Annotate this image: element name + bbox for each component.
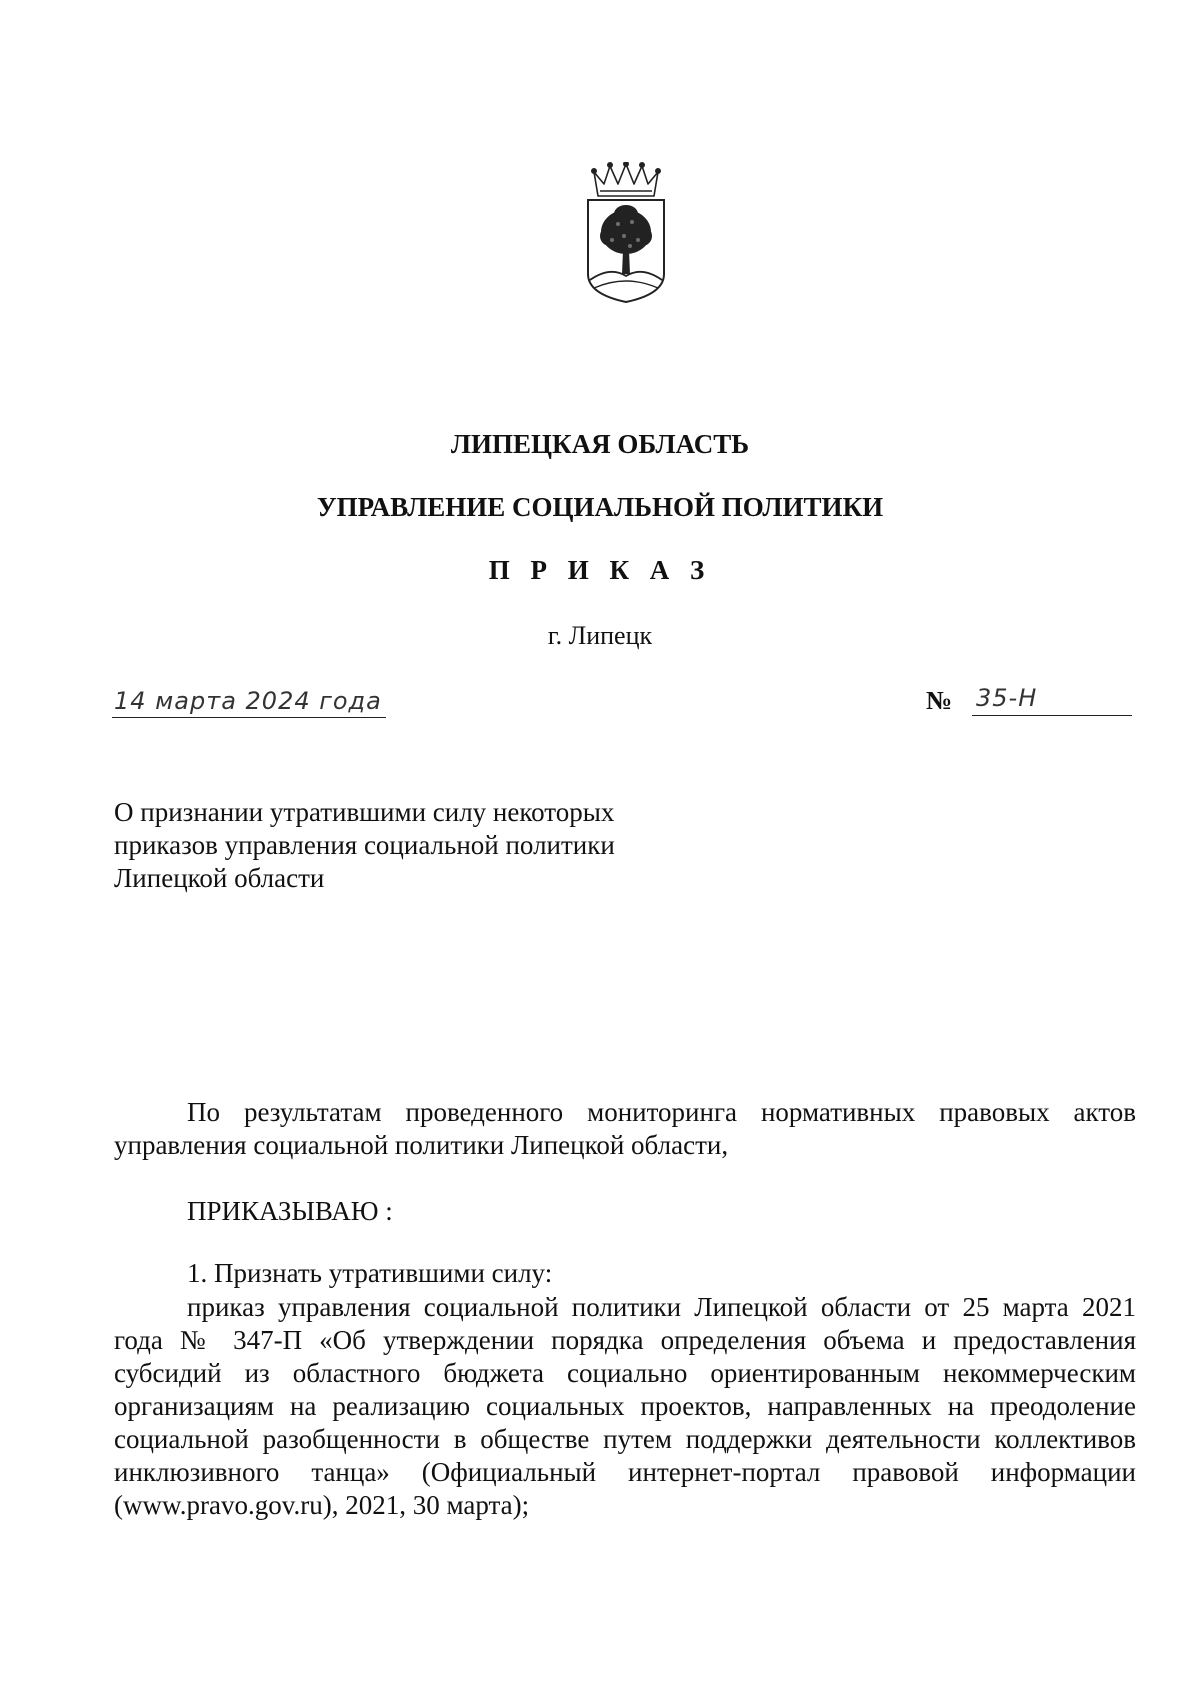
region-title: ЛИПЕЦКАЯ ОБЛАСТЬ — [450, 429, 750, 459]
item-1-line: приказ управления социальной политики Липецкой области от 25 марта 2021 — [187, 1292, 1136, 1322]
order-number — [926, 684, 1136, 724]
date-underline — [112, 717, 386, 718]
item-1-line: организациям на реализацию социальных проектов, направленных на преодоление — [114, 1391, 1136, 1421]
item-1-line: социальной разобщенности в обществе путем поддержки деятельности коллективов — [114, 1424, 1136, 1454]
coat-of-arms-icon — [580, 162, 672, 304]
order-subject — [114, 796, 714, 895]
order-number-handwritten: 35-Н — [976, 684, 1038, 712]
basis-line: управления социальной политики Липецкой области, — [114, 1130, 729, 1160]
order-date — [114, 687, 384, 715]
subject-line: О признании утратившими силу некоторых — [114, 797, 615, 827]
item-1-title: 1. Признать утратившими силу: — [187, 1258, 553, 1288]
item-1-line: инклюзивного танца» (Официальный интернет-портал правовой информации — [114, 1457, 1136, 1487]
subject-line: приказов управления социальной политики — [114, 830, 615, 860]
document-type-title: П Р И К А З — [488, 555, 712, 585]
number-sign: № — [926, 686, 953, 715]
city-label: г. Липецк — [547, 621, 653, 650]
item-1-line: субсидий из областного бюджета социально ориентированным некоммерческим — [114, 1358, 1136, 1388]
command-heading: ПРИКАЗЫВАЮ : — [187, 1196, 393, 1226]
item-1-paragraph — [114, 1291, 1136, 1522]
basis-paragraph — [114, 1096, 1136, 1162]
item-1-line: года № 347-П «Об утверждении порядка определения объема и предоставления — [114, 1325, 1136, 1355]
item-1-line: (www.pravo.gov.ru), 2021, 30 марта); — [114, 1490, 530, 1520]
basis-line: По результатам проведенного мониторинга нормативных правовых актов — [187, 1097, 1136, 1127]
order-date-handwritten: 14 марта 2024 года — [114, 687, 382, 715]
subject-line: Липецкой области — [114, 863, 325, 893]
number-underline — [972, 715, 1132, 716]
department-title: УПРАВЛЕНИЕ СОЦИАЛЬНОЙ ПОЛИТИКИ — [316, 492, 884, 522]
